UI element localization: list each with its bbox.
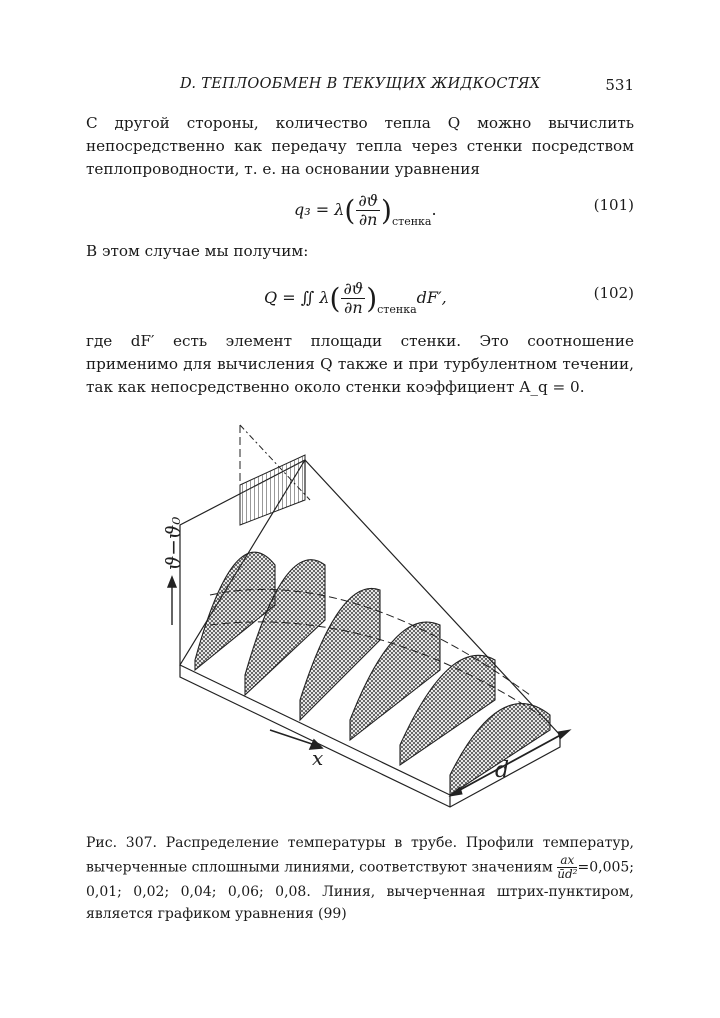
d-label: d [495, 758, 510, 783]
eq2-denominator: ∂n [344, 298, 363, 317]
caption-part2: =0,005; 0,01; 0,02; 0,04; 0,06; 0,08. Линия, вычерченная штрих-пунктиром, является графиком уравнения (99) [86, 859, 635, 922]
eq1-lhs: q₃ = λ [294, 200, 345, 219]
eq2-number: (102) [593, 284, 634, 302]
eq2-numerator: ∂ϑ [343, 279, 364, 298]
caption-frac-den: ūd² [557, 867, 578, 881]
page-header [86, 76, 634, 98]
end-wall [240, 455, 305, 525]
vertical-axis [168, 577, 176, 625]
running-title: D. ТЕПЛООБМЕН В ТЕКУЩИХ ЖИДКОСТЯХ [180, 76, 541, 92]
temperature-distribution-figure [150, 415, 600, 815]
eq1-tail: . [431, 200, 437, 219]
eq1-denominator: ∂n [358, 210, 378, 229]
eq2-lhs: Q = ∬ λ [264, 288, 330, 307]
paragraph-2: В этом случае мы получим: [86, 242, 309, 260]
eq1-number: (101) [593, 196, 634, 214]
eq2-subscript: стенка [377, 303, 417, 316]
page-number: 531 [605, 76, 634, 94]
caption-part1: Рис. 307. Распределение температуры в трубе. Профили температур, вычерченные сплошными линиями, соответствуют значениям [86, 835, 634, 876]
paragraph-1: С другой стороны, количество тепла Q можно вычислить непосредственно как передачу тепла через стенки посредством теплопроводности, т. е. на основании уравнения [86, 114, 634, 178]
paragraph-3: где dF′ есть элемент площади стенки. Это соотношение применимо для вычисления Q также и при турбулентном течении, так как непосредственно около стенки коэффициент A_q = 0. [86, 332, 634, 396]
vertical-axis-label: ϑ−ϑ₀ [161, 516, 185, 570]
equation-101: q₃ = λ( $\frac{\partial ϑ}{\partial n}$ )$_{стенка}$. (101) [294, 191, 634, 229]
eq2-tail: dF′, [416, 288, 447, 307]
x-axis-label: x [312, 746, 324, 770]
caption-frac-num: ax [557, 854, 577, 868]
eq1-subscript: стенка [391, 215, 432, 228]
equation-102: Q = ∬ λ( $\frac{\partial ϑ}{\partial n}$ )$_{стенка}dF'$, (102) [264, 279, 634, 317]
figure-caption [86, 832, 634, 925]
eq1-numerator: ∂ϑ [358, 191, 379, 210]
